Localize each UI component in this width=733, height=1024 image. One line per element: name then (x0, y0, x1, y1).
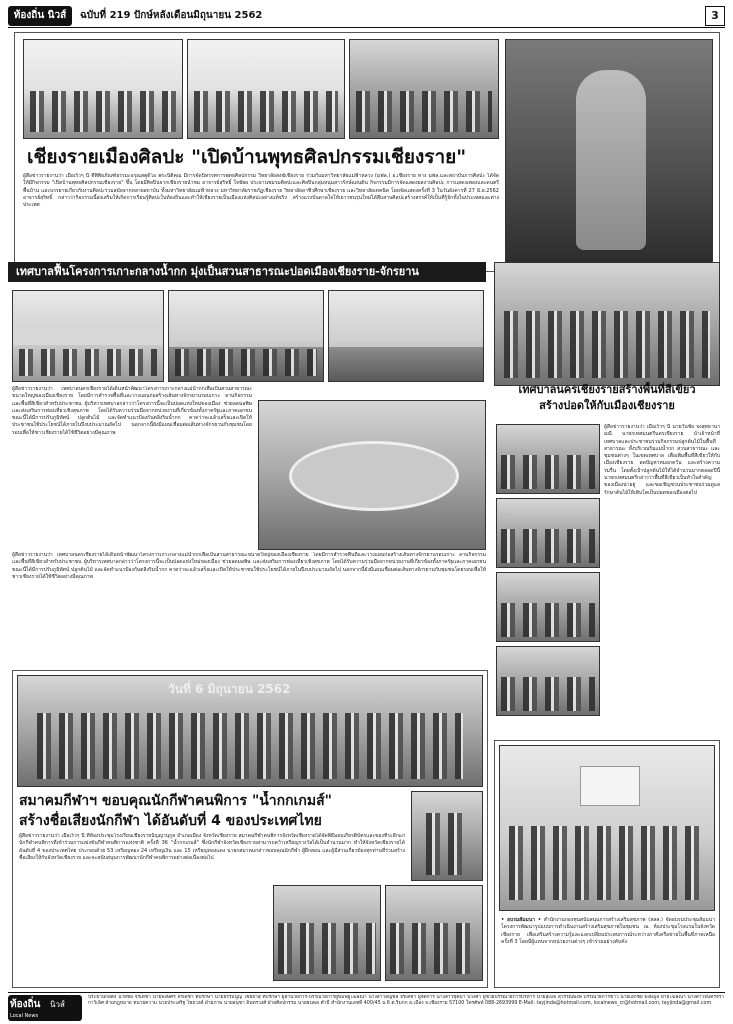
award-photo-2 (385, 885, 483, 981)
gallery-photo-3 (349, 39, 499, 139)
island-photo-1 (12, 290, 164, 382)
issue-line: ฉบับที่ 219 ปักษ์หลังเดือนมิถุนายน 2562 (80, 10, 263, 21)
footer-logo-sub: นิวส์ (50, 1000, 65, 1009)
island-photo-2 (168, 290, 324, 382)
footer-rule (8, 992, 725, 993)
planting-photo-2 (496, 498, 600, 568)
page-number: 3 (705, 6, 725, 26)
story4-body: ผู้สื่อข่าวรายงานว่า เมื่อเร็วๆ นี้ ที่ห้องประชุมโรงเรียนเชียงรายปัญญานุกูล อำเภอเมือง จังหวัดเชียงราย สมาคมกีฬาคนพิการจังหวัดเชียงรายได้จัดพิธีมอบเกียรติบัตรและของที่ระลึกแก่นักกีฬาคนพิการที่เข้าร่วมการแข่งขันกีฬาคนพิการแห่งชาติ ครั้งที่ 36 "น้ำกกเกมส์" ซึ่งนักกีฬาจังหวัดเชียงรายสามารถคว้าเหรียญรางวัลได้เป็นจำนวนมาก ทำให้จังหวัดเชียงรายได้อันดับที่ 4 ของประเทศไทย ประกอบด้วย 53 เหรียญทอง 24 เหรียญเงิน และ 15 เหรียญทองแดง นายกสมาคมกล่าวขอบคุณนักกีฬา ผู้ฝึกสอน และผู้มีส่วนเกี่ยวข้องทุกท่านที่ร่วมสร้างชื่อเสียงให้กับจังหวัดเชียงราย และจะสนับสนุนการพัฒนานักกีฬาคนพิการอย่างต่อเนื่องต่อไป (19, 833, 405, 861)
seminar-photo (499, 745, 715, 911)
story3-headline-2: สร้างปอดให้กับเมืองเชียงราย (539, 399, 675, 412)
story3-body: ผู้สื่อข่าวรายงานว่า เมื่อเร็วๆ นี้ นายวันชัย จงสุทธานามณี นายกเทศมนตรีนครเชียงราย นำเจ้าหน้าที่เทศบาลและประชาชนร่วมกิจกรรมปลูกต้นไม้ในพื้นที่สาธารณะ ทั้งบริเวณริมแม่น้ำกก สวนสาธารณะ และชุมชนต่างๆ ในเขตเทศบาล เพื่อเพิ่มพื้นที่สีเขียวให้กับเมืองเชียงราย ลดปัญหาหมอกควัน และสร้างความร่มรื่น โดยตั้งเป้าปลูกต้นไม้ให้ได้จำนวนมากตลอดปีนี้ นายกเทศมนตรีกล่าวว่าพื้นที่สีเขียวเป็นหัวใจสำคัญของเมืองน่าอยู่ และขอเชิญชวนประชาชนร่วมดูแลรักษาต้นไม้ให้เติบโตเป็นปอดของเมืองต่อไป (604, 424, 720, 496)
story2-body-cont: ผู้สื่อข่าวรายงานว่า เทศบาลนครเชียงรายได้เดินหน้าพัฒนาโครงการเกาะกลางแม่น้ำกกเพื่อเป็นสวนสาธารณะขนาดใหญ่ของเมืองเชียงราย โดยมีการสำรวจพื้นที่และวางแผนก่อสร้างเส้นทางจักรยานรอบเกาะ ลานกิจกรรม และพื้นที่สีเขียวสำหรับประชาชน ผู้บริหารเทศบาลกล่าวว่าโครงการนี้จะเป็นปอดแห่งใหม่ของเมือง ช่วยลดมลพิษ และส่งเสริมการท่องเที่ยวเชิงสุขภาพ โดยได้รับความร่วมมือจากหน่วยงานที่เกี่ยวข้องทั้งภาครัฐและภาคเอกชน ขณะนี้ได้มีการปรับภูมิทัศน์ ปลูกต้นไม้ และจัดทำแนวป้องกันตลิ่งริมน้ำกก คาดว่าจะแล้วเสร็จและเปิดให้ประชาชนใช้ประโยชน์ได้ภายในปีงบประมาณถัดไป นอกจากนี้ยังมีแผนเชื่อมต่อเส้นทางจักรยานกับชุมชนโดยรอบเพื่อให้ชาวเชียงรายได้ใช้ชีวิตอย่างมีคุณภาพ (12, 552, 486, 580)
story3-headline-1: เทศบาลนครเชียงรายสร้างพื้นที่สีเขียว (518, 383, 696, 396)
story1-headline: เชียงรายเมืองศิลปะ "เปิดบ้านพุทธศิลปกรรมเชียงราย" (27, 146, 467, 168)
story2-headline: เทศบาลฟื้นโครงการเกาะกลางน้ำกก มุ่งเป็นสวนสาธารณะปอดเมืองเชียงราย-จักรยาน (8, 262, 486, 282)
story4-headline-2: สร้างชื่อเสียงนักกีฬา ได้อันดับที่ 4 ของประเทศไทย (19, 813, 322, 829)
planting-photo-1 (496, 424, 600, 494)
sports-ceremony-photo (17, 675, 483, 787)
story-art-gallery (14, 32, 720, 272)
story5-caption (501, 917, 715, 983)
masthead-logo: ท้องถิ่น นิวส์ (8, 6, 72, 26)
masthead (8, 6, 725, 28)
planting-photo-4 (496, 646, 600, 716)
story1-body: ผู้สื่อข่าวรายงานว่า เมื่อเร็วๆ นี้ ที่พิพิธภัณฑ์ธรรมะอรุณสตูดิโอ พระนิติคุณ มีการจัดนิทรรศการพุทธศิลปกรรม วิทยาลัยสงฆ์เชียงราย ร่วมกับมหาวิทยาลัยแม่ฟ้าหลวง (มฟล.) อ.เชียงราย ทาง มฟล.และสถาบันการศิลปะ ได้จัดให้มีกิจกรรม "เปิดบ้านพุทธศิลปกรรมเชียงราย" ขึ้น โดยมีศิลปินจากเชียงรายนำชม อาจารย์สุริทธิ์ ใจชัยผ ประธานชมรมศิลปะและศิลปินกลุ่มหนุ่มสาวรักษ์แผ่นดิน กิจกรรมมีการจัดแสดงผลงานศิลปะ การแสดงเพลงและดนตรีพื้นบ้าน และบรรยายเกี่ยวกับงานศิลปะร่วมสมัยจากหลายสถาบัน ทั้งมหาวิทยาลัยแม่ฟ้าหลวง มหาวิทยาลัยราชภัฏเชียงราย วิทยาลัยอาชีวศึกษาเชียงราย และวิทยาลัยเทคนิค โดยจัดแสดงครั้งที่ 3 ในวันอังคารที่ 27 มิ.ย.2562 อาจารย์สุริทธิ์ กล่าวว่ากิจกรรมนี้ส่งเสริมให้เกิดการเรียนรู้ศิลปะในท้องถิ่นและทำให้เชียงรายเป็นเมืองแห่งศิลปะอย่างแท้จริง สร้างแรงบันดาลใจให้เยาวชนรุ่นใหม่ได้สืบสานศิลปะสร้างสรรค์ให้เป็นที่รู้จักทั้งในประเทศและต่างประเทศ (23, 173, 499, 209)
sculpture-photo (505, 39, 713, 265)
story-sports (12, 670, 488, 988)
ceremony-banner: วันที่ 6 มิถุนายน 2562 (168, 682, 291, 696)
story4-headline-1: สมาคมกีฬาฯ ขอบคุณนักกีฬาคนพิการ "น้ำกกเกมส์" (19, 793, 332, 809)
gallery-photo-1 (23, 39, 183, 139)
story2-body: ผู้สื่อข่าวรายงานว่า เทศบาลนครเชียงรายได้เดินหน้าพัฒนาโครงการเกาะกลางแม่น้ำกกเพื่อเป็นสวนสาธารณะขนาดใหญ่ของเมืองเชียงราย โดยมีการสำรวจพื้นที่และวางแผนก่อสร้างเส้นทางจักรยานรอบเกาะ ลานกิจกรรม และพื้นที่สีเขียวสำหรับประชาชน ผู้บริหารเทศบาลกล่าวว่าโครงการนี้จะเป็นปอดแห่งใหม่ของเมือง ช่วยลดมลพิษ และส่งเสริมการท่องเที่ยวเชิงสุขภาพ โดยได้รับความร่วมมือจากหน่วยงานที่เกี่ยวข้องทั้งภาครัฐและภาคเอกชน ขณะนี้ได้มีการปรับภูมิทัศน์ ปลูกต้นไม้ และจัดทำแนวป้องกันตลิ่งริมน้ำกก คาดว่าจะแล้วเสร็จและเปิดให้ประชาชนใช้ประโยชน์ได้ภายในปีงบประมาณถัดไป นอกจากนี้ยังมีแผนเชื่อมต่อเส้นทางจักรยานกับชุมชนโดยรอบเพื่อให้ชาวเชียงรายได้ใช้ชีวิตอย่างมีคุณภาพ (12, 386, 252, 436)
masthead-rule (8, 27, 725, 28)
tree-planting-group-photo (494, 262, 720, 386)
island-photo-3 (328, 290, 484, 382)
award-photo-1 (273, 885, 381, 981)
speaker-photo (411, 791, 483, 881)
story-seminar (494, 740, 720, 988)
gallery-photo-2 (187, 39, 345, 139)
footer-logo-tag: Local News (10, 1013, 39, 1019)
planting-photo-3 (496, 572, 600, 642)
story5-caption-lead: • อบรมสัมมนา • (501, 917, 542, 923)
story5-caption-body: สำนักงานกองทุนสนับสนุนการสร้างเสริมสุขภาพ (สสส.) จัดอบรมประชุมสัมมนาโครงการพัฒนารูปแบบการดำเนินงานสร้างเสริมสุขภาพในชุมชน ณ ห้องประชุมโรงแรมในจังหวัดเชียงราย เพื่อเสริมสร้างความรู้และแลกเปลี่ยนประสบการณ์ระหว่างภาคีเครือข่ายในพื้นที่ภาคเหนือ ครั้งที่ 3 โดยมีผู้แทนจากหน่วยงานต่างๆ เข้าร่วมอย่างคับคั่ง (501, 917, 715, 945)
footer-credits: ประธานก่อตั้ง นายชื่อ จิรเดชา นายพงษ์ศรี จิรเดชา ที่ปรึกษา นายธรรมนูญ ไชยยาสุ ที่ปรึกษา ผู้อำนวยการ-บรรณาธิการผู้พิมพ์ผู้โฆษณา นางสาวอัญชลี จิรเดชา ผู้จัดการ นางสาวชุติมา ปวงคำ ผู้ช่วยบรรณาธิการบริหาร นายสุเมธ สุวรรณพงษ์ บรรณาธิการข่าว นายเอกชัย พงษ์มูล ฝ่ายโฆษณา นางสาวจันทร์จิรา กาวิเลิศ ฝ่ายกฎหมาย ทนายความ นายประเสริฐ ไชยวงค์ ฝ่ายภาพ นายอนุชา อินทรวงศ์ ฝ่ายศิลปกรรม นายธนพล คำมี สำนักงานเลขที่ 400/45 ม.6 ต.ริมกก อ.เมือง จ.เชียงราย 57100 โทรศัพท์ 088-2693999 E-Mail: tayjinda@hotmail.com, localnews_cr@hotmail.com, tayjinda@gmail.com (88, 995, 724, 1007)
island-aerial-photo (258, 400, 486, 550)
footer-logo (8, 995, 82, 1021)
footer-logo-main: ท้องถิ่น (10, 999, 41, 1010)
